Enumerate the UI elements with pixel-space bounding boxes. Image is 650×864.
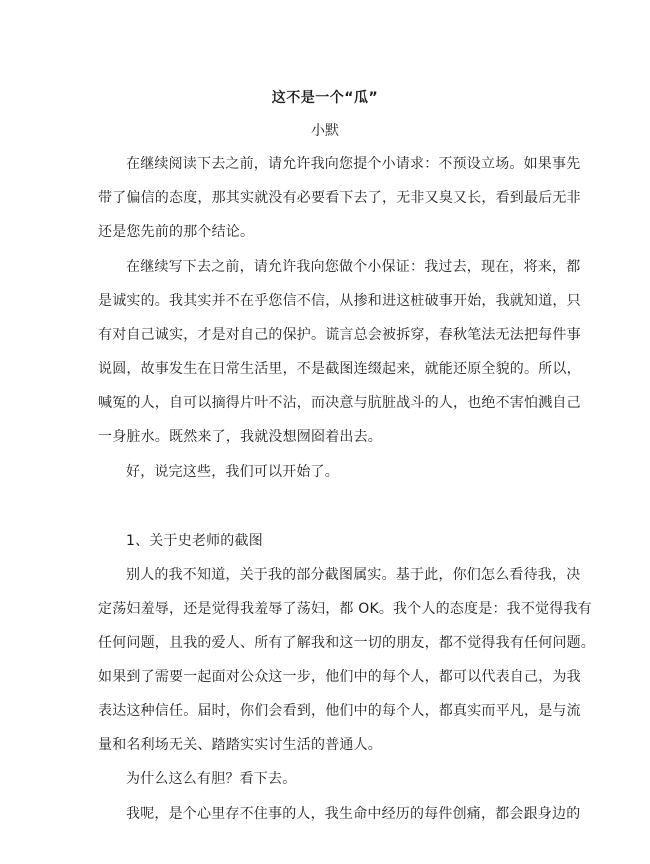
paragraph-line: 带了偏信的态度，那其实就没有必要看下去了，无非又臭又长，看到最后无非 bbox=[98, 190, 581, 206]
section-heading: 1、关于史老师的截图 bbox=[126, 533, 263, 549]
document-title: 这不是一个“瓜” bbox=[271, 90, 379, 106]
paragraph-line: 一身脏水。既然来了，我就没想囫囵着出去。 bbox=[98, 429, 382, 445]
paragraph-line: 别人的我不知道，关于我的部分截图属实。基于此，你们怎么看待我，决 bbox=[126, 567, 581, 583]
paragraph-line: 在继续写下去之前，请允许我向您做个小保证：我过去，现在，将来，都 bbox=[126, 259, 581, 275]
paragraph-line: 如果到了需要一起面对公众这一步，他们中的每个人，都可以代表自己，为我 bbox=[98, 669, 581, 685]
paragraph-line: 是诚实的。我其实并不在乎您信不信，从掺和进这桩破事开始，我就知道，只 bbox=[98, 293, 581, 309]
paragraph-line: 定荡妇羞辱，还是觉得我羞辱了荡妇，都 OK。我个人的态度是：我不觉得我有 bbox=[98, 601, 592, 617]
paragraph-line: 表达这种信任。届时，你们会看到，他们中的每个人，都真实而平凡，是与流 bbox=[98, 703, 581, 719]
paragraph-line: 好，说完这些，我们可以开始了。 bbox=[126, 464, 339, 480]
paragraph-line: 说圆，故事发生在日常生活里，不是截图连缀起来，就能还原全貌的。所以， bbox=[98, 361, 581, 377]
paragraph-line: 喊冤的人，自可以摘得片叶不沾，而决意与肮脏战斗的人，也绝不害怕溅自己 bbox=[98, 395, 581, 411]
paragraph-line: 有对自己诚实，才是对自己的保护。谎言总会被拆穿，春秋笔法无法把每件事 bbox=[98, 327, 581, 343]
paragraph-line: 还是您先前的那个结论。 bbox=[98, 224, 255, 240]
document-author: 小默 bbox=[311, 123, 339, 139]
paragraph-line: 量和名利场无关、踏踏实实讨生活的普通人。 bbox=[98, 737, 382, 753]
paragraph-line: 任何问题，且我的爱人、所有了解我和这一切的朋友，都不觉得我有任何问题。 bbox=[98, 635, 595, 651]
paragraph-line: 在继续阅读下去之前，请允许我向您提个小请求：不预设立场。如果事先 bbox=[126, 156, 581, 172]
paragraph-line: 为什么这么有胆？看下去。 bbox=[126, 771, 297, 787]
paragraph-line: 我呢，是个心里存不住事的人，我生命中经历的每件创痛，都会跟身边的 bbox=[126, 806, 581, 822]
